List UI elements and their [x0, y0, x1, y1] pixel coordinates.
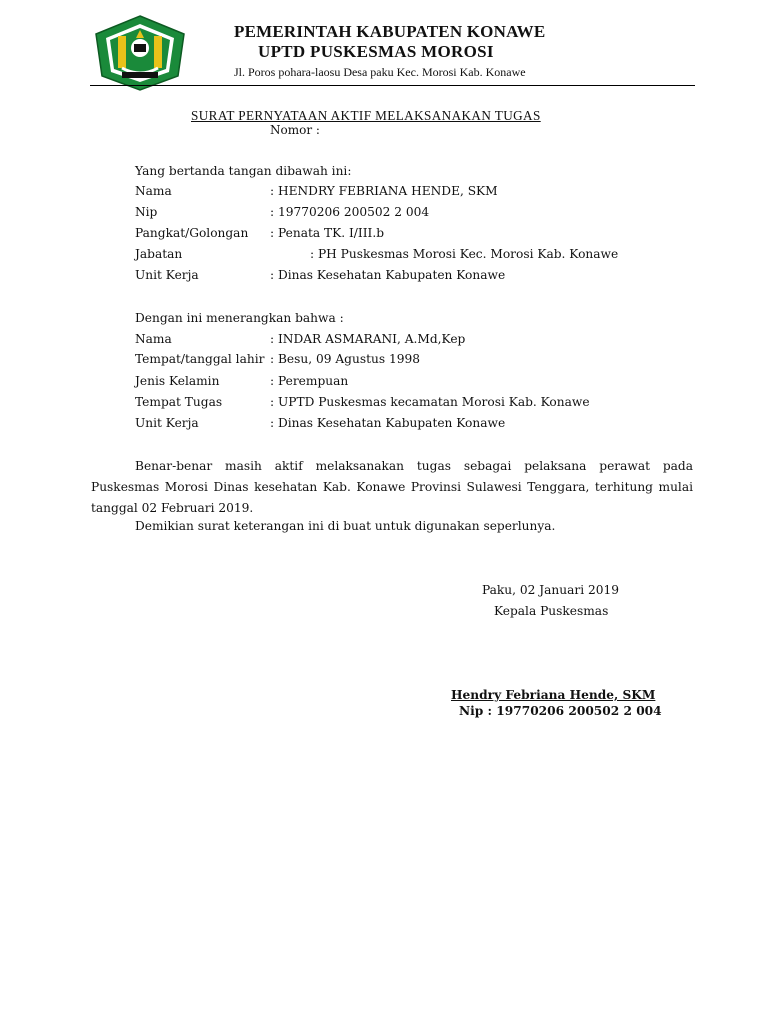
- field-value: : UPTD Puskesmas kecamatan Morosi Kab. Konawe: [270, 395, 590, 409]
- letter-title: SURAT PERNYATAAN AKTIF MELAKSANAKAN TUGAS: [191, 108, 541, 123]
- field-label: Jenis Kelamin: [135, 374, 220, 388]
- field-value: : 19770206 200502 2 004: [270, 205, 430, 219]
- subject-intro: Dengan ini menerangkan bahwa :: [135, 311, 344, 325]
- field-label: Pangkat/Golongan: [135, 226, 249, 240]
- letterhead-office: UPTD PUSKESMAS MOROSI: [258, 42, 494, 61]
- signer-position: Kepala Puskesmas: [494, 604, 609, 618]
- field-value: : PH Puskesmas Morosi Kec. Morosi Kab. Konawe: [310, 247, 619, 261]
- signer-nip: Nip : 19770206 200502 2 004: [459, 704, 662, 718]
- closing-paragraph: Demikian surat keterangan ini di buat untuk digunakan seperlunya.: [135, 519, 556, 533]
- signer-intro: Yang bertanda tangan dibawah ini:: [135, 164, 352, 178]
- field-value: : Perempuan: [270, 374, 349, 388]
- field-value: : HENDRY FEBRIANA HENDE, SKM: [270, 184, 498, 198]
- field-value: : Penata TK. I/III.b: [270, 226, 385, 240]
- field-value: : Dinas Kesehatan Kabupaten Konawe: [270, 416, 506, 430]
- field-label: Jabatan: [135, 247, 183, 261]
- statement-paragraph: Benar-benar masih aktif melaksanakan tugas sebagai pelaksana perawat pada Puskesmas Morosi Dinas kesehatan Kab. Konawe Provinsi Sulawesi Tenggara, terhitung mulai tanggal 02 Februari 2019.: [91, 459, 693, 515]
- field-label: Tempat Tugas: [135, 395, 223, 409]
- field-label: Nip: [135, 205, 158, 219]
- field-value: : Dinas Kesehatan Kabupaten Konawe: [270, 268, 506, 282]
- signer-name: Hendry Febriana Hende, SKM: [451, 688, 656, 702]
- letterhead-divider: [90, 85, 695, 86]
- field-label: Unit Kerja: [135, 416, 199, 430]
- field-value: : INDAR ASMARANI, A.Md,Kep: [270, 332, 466, 346]
- field-label: Nama: [135, 332, 172, 346]
- letterhead-government: PEMERINTAH KABUPATEN KONAWE: [234, 22, 546, 41]
- field-label: Nama: [135, 184, 172, 198]
- field-value: : Besu, 09 Agustus 1998: [270, 352, 420, 366]
- field-label: Tempat/tanggal lahir: [135, 352, 265, 366]
- letter-number: Nomor :: [270, 123, 320, 137]
- field-label: Unit Kerja: [135, 268, 199, 282]
- place-date: Paku, 02 Januari 2019: [482, 583, 620, 597]
- letterhead-address: Jl. Poros pohara-laosu Desa paku Kec. Morosi Kab. Konawe: [234, 65, 526, 79]
- district-emblem-icon: [92, 14, 188, 92]
